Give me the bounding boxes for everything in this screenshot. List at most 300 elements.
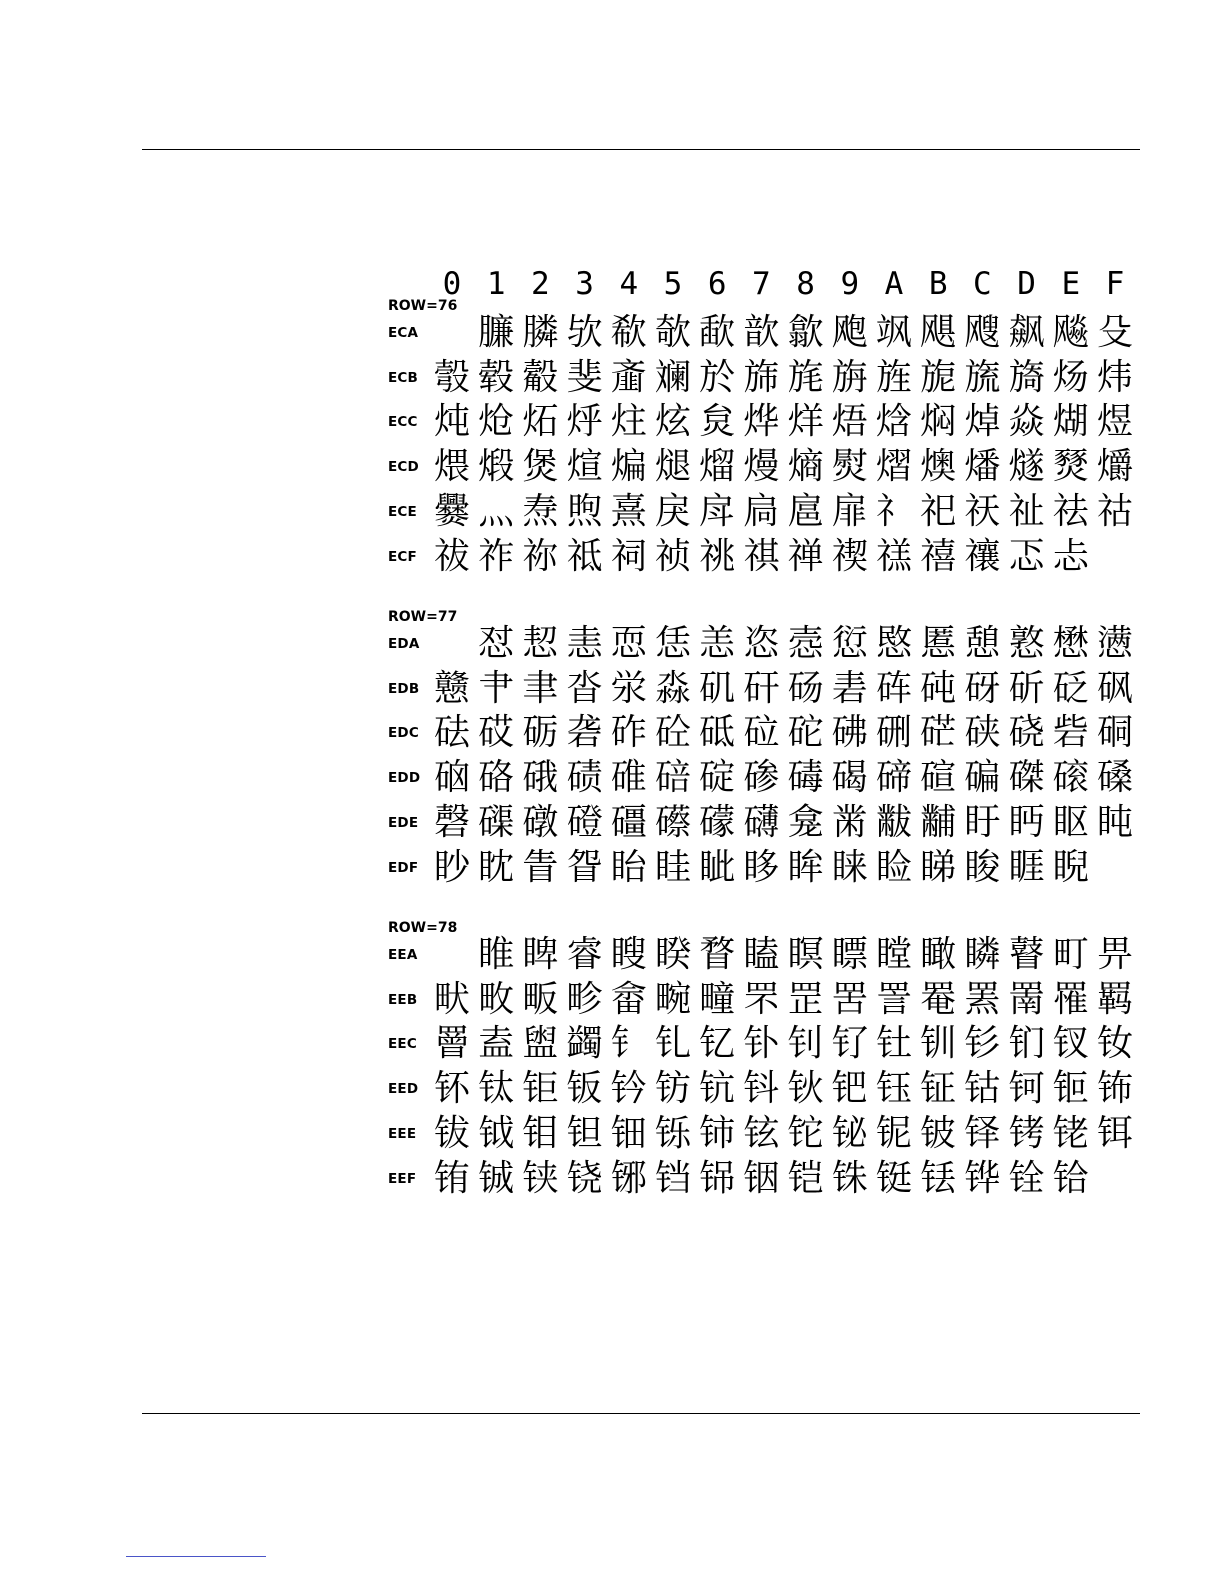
glyph-cell: 毂: [478, 356, 515, 398]
glyph-cell: 歆: [743, 312, 780, 353]
glyph-cell: 砗: [875, 667, 912, 709]
glyph-cell: 禅: [787, 535, 824, 577]
glyph-cell: 飑: [831, 312, 868, 353]
glyph-cell: 沓: [566, 667, 603, 709]
column-header: C: [973, 266, 992, 302]
glyph-cell: 眭: [654, 846, 691, 888]
glyph-cell: 飕: [964, 312, 1001, 353]
glyph-cell: 罡: [787, 978, 824, 1020]
glyph-cell: 黼: [920, 801, 957, 843]
glyph-cell: 钶: [1008, 1068, 1045, 1110]
glyph-cell: 眸: [787, 846, 824, 888]
glyph-cell: 煅: [478, 446, 515, 488]
footer-rule: [142, 1413, 1140, 1414]
row-code-label: EEF: [388, 1170, 417, 1187]
glyph-cell: 铎: [964, 1112, 1001, 1154]
glyph-cell: 铤: [875, 1157, 912, 1199]
glyph-cell: 淼: [654, 667, 691, 709]
glyph-cell: [1093, 1157, 1137, 1201]
glyph-cell: 祧: [699, 535, 736, 577]
glyph-cell: 睚: [1008, 846, 1045, 888]
glyph-cell: 祢: [522, 535, 559, 577]
glyph-cell: 盹: [1096, 801, 1133, 843]
glyph-cell: 於: [699, 356, 736, 398]
glyph-cell: 飒: [875, 312, 912, 353]
glyph-cell: 觳: [522, 356, 559, 398]
glyph-cell: 铪: [1052, 1157, 1089, 1199]
glyph-cell: 煊: [566, 446, 603, 488]
glyph-cell: 钐: [964, 1023, 1001, 1065]
glyph-cell: 旆: [743, 356, 780, 398]
glyph-cell: 祓: [433, 535, 470, 577]
glyph-cell: 瞵: [964, 934, 1001, 975]
glyph-cell: 睐: [831, 846, 868, 888]
glyph-cell: 硎: [875, 712, 912, 754]
glyph-cell: 畈: [522, 978, 559, 1020]
glyph-cell: 钜: [522, 1068, 559, 1110]
glyph-cell: 殳: [1096, 312, 1133, 353]
glyph-cell: 禧: [920, 535, 957, 577]
row-code-label: ECD: [388, 459, 419, 476]
row-code-label: EEB: [388, 991, 418, 1008]
glyph-cell: 砝: [433, 712, 470, 754]
glyph-cell: 煳: [1052, 401, 1089, 443]
glyph-cell: 磔: [1008, 757, 1045, 799]
glyph-cell: [430, 622, 474, 666]
glyph-cell: 睥: [522, 934, 559, 975]
glyph-cell: 憝: [1008, 623, 1045, 664]
glyph-cell: 铙: [566, 1157, 603, 1199]
glyph-cell: 爨: [433, 490, 470, 532]
glyph-cell: 焘: [522, 490, 559, 532]
glyph-cell: [1093, 535, 1137, 579]
glyph-cell: 飓: [920, 312, 957, 353]
glyph-cell: 瞑: [787, 934, 824, 975]
glyph-cell: 砑: [964, 667, 1001, 709]
glyph-cell: 町: [1052, 934, 1089, 975]
glyph-cell: 旃: [831, 356, 868, 398]
glyph-cell: 钬: [787, 1068, 824, 1110]
glyph-cell: 爝: [1096, 446, 1133, 488]
row-code-label: EDD: [388, 770, 421, 787]
glyph-cell: 砭: [1052, 667, 1089, 709]
glyph-cell: 砼: [654, 712, 691, 754]
glyph-cell: 熵: [787, 446, 824, 488]
glyph-cell: 盱: [964, 801, 1001, 843]
glyph-cell: 燹: [1052, 446, 1089, 488]
row-code-label: ECC: [388, 414, 418, 431]
block-label: ROW=76: [388, 298, 458, 314]
glyph-cell: 畛: [566, 978, 603, 1020]
row-code-label: ECB: [388, 369, 419, 386]
glyph-cell: 肀: [478, 667, 515, 709]
glyph-cell: 钏: [920, 1023, 957, 1065]
glyph-cell: 硌: [478, 757, 515, 799]
glyph-cell: 眙: [610, 846, 647, 888]
glyph-cell: 铌: [875, 1112, 912, 1154]
glyph-cell: 罱: [1008, 978, 1045, 1020]
glyph-cell: 钽: [566, 1112, 603, 1154]
glyph-cell: 磲: [478, 801, 515, 843]
glyph-cell: 旌: [875, 356, 912, 398]
glyph-cell: 砥: [699, 712, 736, 754]
glyph-cell: 戆: [433, 667, 470, 709]
glyph-cell: 碛: [566, 757, 603, 799]
glyph-cell: 铍: [920, 1112, 957, 1154]
glyph-cell: 蠲: [566, 1023, 603, 1065]
glyph-cell: 铕: [433, 1157, 470, 1199]
glyph-cell: 罾: [433, 1023, 470, 1065]
glyph-cell: 砩: [831, 712, 868, 754]
glyph-cell: 旄: [787, 356, 824, 398]
glyph-cell: 铗: [522, 1157, 559, 1199]
glyph-cell: 铘: [610, 1157, 647, 1199]
column-header: 1: [486, 266, 506, 302]
glyph-cell: 炱: [699, 401, 736, 443]
glyph-cell: 碣: [831, 757, 868, 799]
glyph-cell: 钺: [478, 1112, 515, 1154]
glyph-cell: 硇: [433, 757, 470, 799]
glyph-cell: 炖: [433, 401, 470, 443]
glyph-cell: 憩: [964, 623, 1001, 664]
glyph-cell: 砉: [831, 667, 868, 709]
glyph-cell: 忐: [1052, 535, 1089, 577]
glyph-cell: 齑: [610, 356, 647, 398]
glyph-cell: 祚: [478, 535, 515, 577]
glyph-cell: 斓: [654, 356, 691, 398]
glyph-cell: 钪: [699, 1068, 736, 1110]
glyph-cell: 铑: [1052, 1112, 1089, 1154]
row-code-label: ECF: [388, 548, 417, 565]
glyph-cell: 砀: [787, 667, 824, 709]
glyph-cell: 眢: [566, 846, 603, 888]
glyph-cell: 钌: [831, 1023, 868, 1065]
glyph-cell: 钷: [1052, 1068, 1089, 1110]
glyph-cell: 焖: [920, 401, 957, 443]
glyph-cell: 熘: [699, 446, 736, 488]
glyph-cell: 钭: [743, 1068, 780, 1110]
glyph-cell: 瞠: [875, 934, 912, 975]
glyph-cell: 碇: [699, 757, 736, 799]
glyph-cell: 畎: [433, 978, 470, 1020]
glyph-cell: 铠: [787, 1157, 824, 1199]
glyph-cell: 悫: [787, 623, 824, 664]
glyph-cell: [1093, 846, 1137, 890]
glyph-cell: 眈: [478, 846, 515, 888]
column-header: 3: [575, 266, 594, 302]
glyph-cell: 祗: [566, 535, 603, 577]
glyph-cell: 铨: [1008, 1157, 1045, 1199]
glyph-cell: 扈: [787, 490, 824, 532]
glyph-cell: 罟: [831, 978, 868, 1020]
glyph-cell: 戾: [654, 490, 691, 532]
glyph-cell: 铧: [964, 1157, 1001, 1199]
row-code-label: EEA: [388, 947, 418, 963]
glyph-cell: 詈: [875, 978, 912, 1020]
glyph-cell: 旒: [964, 356, 1001, 398]
glyph-cell: 钍: [875, 1023, 912, 1065]
glyph-cell: 钫: [654, 1068, 691, 1110]
glyph-cell: 矶: [699, 667, 736, 709]
glyph-cell: 燔: [964, 446, 1001, 488]
glyph-cell: 铞: [699, 1157, 736, 1199]
glyph-cell: 钤: [610, 1068, 647, 1110]
glyph-cell: 钅: [610, 1023, 647, 1065]
glyph-cell: 炻: [522, 401, 559, 443]
glyph-cell: 钗: [1052, 1023, 1089, 1065]
glyph-cell: 羁: [1096, 978, 1133, 1020]
row-code-label: EDB: [388, 680, 420, 697]
glyph-cell: 钊: [787, 1023, 824, 1065]
block-label: ROW=78: [388, 920, 458, 936]
glyph-cell: 煜: [1096, 401, 1133, 443]
glyph-cell: 瞍: [610, 934, 647, 975]
glyph-cell: 恝: [522, 623, 559, 664]
glyph-cell: 煺: [654, 446, 691, 488]
glyph-cell: 祺: [743, 535, 780, 577]
glyph-cell: 睢: [478, 934, 515, 975]
glyph-cell: 睑: [875, 846, 912, 888]
glyph-cell: 飙: [1008, 312, 1045, 353]
glyph-cell: 砹: [478, 712, 515, 754]
glyph-cell: 盍: [478, 1023, 515, 1065]
glyph-cell: 砟: [610, 712, 647, 754]
glyph-cell: 懋: [1052, 623, 1089, 664]
glyph-cell: 砜: [1096, 667, 1133, 709]
glyph-cell: 眵: [743, 846, 780, 888]
glyph-cell: 祀: [920, 490, 957, 532]
glyph-cell: 钣: [566, 1068, 603, 1110]
column-header: A: [884, 266, 904, 302]
glyph-cell: 砺: [522, 712, 559, 754]
glyph-cell: 钚: [433, 1068, 470, 1110]
glyph-cell: 眇: [433, 846, 470, 888]
row-code-label: ECE: [388, 503, 417, 520]
glyph-cell: 斫: [1008, 667, 1045, 709]
glyph-cell: 祯: [654, 535, 691, 577]
column-header: B: [928, 266, 948, 302]
glyph-cell: 烨: [743, 401, 780, 443]
glyph-cell: 焱: [1008, 401, 1045, 443]
glyph-cell: 碲: [875, 757, 912, 799]
glyph-cell: 扃: [743, 490, 780, 532]
glyph-cell: 睽: [654, 934, 691, 975]
glyph-cell: 钆: [654, 1023, 691, 1065]
glyph-cell: 禳: [964, 535, 1001, 577]
column-header: 4: [619, 266, 639, 302]
glyph-cell: 钿: [610, 1112, 647, 1154]
glyph-cell: 砦: [1052, 712, 1089, 754]
glyph-cell: 礻: [875, 490, 912, 532]
glyph-cell: 碹: [920, 757, 957, 799]
glyph-cell: 铒: [1096, 1112, 1133, 1154]
block-label: ROW=77: [388, 609, 458, 625]
row-code-label: EEE: [388, 1125, 417, 1142]
glyph-cell: 彀: [433, 356, 470, 398]
glyph-cell: 铥: [920, 1157, 957, 1199]
glyph-cell: 禚: [875, 535, 912, 577]
glyph-cell: 龛: [787, 801, 824, 843]
glyph-cell: 怼: [478, 623, 515, 664]
glyph-cell: 砘: [920, 667, 957, 709]
glyph-cell: 礞: [699, 801, 736, 843]
glyph-cell: 焐: [831, 401, 868, 443]
glyph-cell: 钕: [1096, 1023, 1133, 1065]
glyph-cell: 睃: [964, 846, 1001, 888]
glyph-cell: 眍: [1052, 801, 1089, 843]
glyph-cell: 瞀: [699, 934, 736, 975]
glyph-cell: 欤: [566, 312, 603, 353]
glyph-cell: 焓: [875, 401, 912, 443]
glyph-cell: 眚: [522, 846, 559, 888]
glyph-cell: 铖: [478, 1157, 515, 1199]
column-header: F: [1105, 266, 1125, 302]
glyph-cell: 祠: [610, 535, 647, 577]
glyph-cell: 硖: [964, 712, 1001, 754]
glyph-cell: 钋: [743, 1023, 780, 1065]
glyph-cell: 焯: [964, 401, 1001, 443]
column-header: 8: [796, 266, 815, 302]
glyph-cell: 扉: [831, 490, 868, 532]
glyph-cell: 钴: [964, 1068, 1001, 1110]
glyph-cell: 罘: [743, 978, 780, 1020]
glyph-cell: 盥: [522, 1023, 559, 1065]
column-header: E: [1061, 266, 1081, 302]
column-header: 0: [442, 266, 462, 302]
glyph-cell: 畲: [610, 978, 647, 1020]
glyph-cell: 罴: [964, 978, 1001, 1020]
glyph-cell: 恣: [743, 623, 780, 664]
glyph-cell: 铈: [699, 1112, 736, 1154]
glyph-cell: 磉: [1096, 757, 1133, 799]
glyph-cell: 歃: [699, 312, 736, 353]
glyph-cell: 畋: [478, 978, 515, 1020]
glyph-cell: 炝: [478, 401, 515, 443]
glyph-cell: 钇: [699, 1023, 736, 1065]
glyph-cell: 睨: [1052, 846, 1089, 888]
glyph-cell: 矸: [743, 667, 780, 709]
row-code-label: ECA: [388, 325, 419, 341]
glyph-cell: 睇: [920, 846, 957, 888]
glyph-cell: 旖: [1008, 356, 1045, 398]
row-code-label: EDC: [388, 725, 419, 742]
glyph-cell: 铟: [743, 1157, 780, 1199]
glyph-cell: 烊: [787, 401, 824, 443]
glyph-cell: 膦: [522, 312, 559, 353]
column-header: D: [1017, 266, 1036, 302]
glyph-cell: 煨: [433, 446, 470, 488]
column-header: 9: [840, 266, 860, 302]
glyph-cell: 罨: [920, 978, 957, 1020]
column-header: 5: [663, 266, 683, 302]
glyph-cell: 瞟: [831, 934, 868, 975]
glyph-cell: 炫: [654, 401, 691, 443]
glyph-cell: 礤: [654, 801, 691, 843]
row-code-label: EED: [388, 1081, 419, 1098]
glyph-cell: 祜: [1096, 490, 1133, 532]
glyph-cell: [430, 933, 474, 977]
glyph-cell: 罹: [1052, 978, 1089, 1020]
glyph-cell: 恁: [654, 623, 691, 664]
glyph-cell: 忑: [1008, 535, 1045, 577]
row-code-label: EDE: [388, 814, 419, 831]
glyph-cell: 飚: [1052, 312, 1089, 353]
glyph-cell: 磴: [566, 801, 603, 843]
glyph-cell: 熹: [610, 490, 647, 532]
glyph-cell: 硐: [1096, 712, 1133, 754]
column-header: 2: [531, 266, 550, 302]
glyph-cell: 碡: [787, 757, 824, 799]
glyph-cell: 煦: [566, 490, 603, 532]
row-code-label: EDF: [388, 859, 419, 876]
glyph-cell: 礴: [743, 801, 780, 843]
glyph-cell: 愆: [831, 623, 868, 664]
glyph-cell: 硗: [1008, 712, 1045, 754]
glyph-cell: 铛: [654, 1157, 691, 1199]
glyph-cell: 铉: [743, 1112, 780, 1154]
glyph-cell: 煲: [522, 446, 559, 488]
glyph-cell: 燠: [920, 446, 957, 488]
glyph-cell: 泶: [610, 667, 647, 709]
glyph-cell: 碚: [654, 757, 691, 799]
glyph-cell: 畀: [1096, 934, 1133, 975]
glyph-cell: 瞽: [1008, 934, 1045, 975]
glyph-cell: 欹: [654, 312, 691, 353]
column-header: 6: [707, 266, 727, 302]
glyph-cell: 恚: [566, 623, 603, 664]
glyph-cell: 黻: [875, 801, 912, 843]
glyph-cell: 钲: [920, 1068, 957, 1110]
glyph-cell: 熨: [831, 446, 868, 488]
glyph-cell: 歙: [787, 312, 824, 353]
glyph-cell: 碓: [610, 757, 647, 799]
glyph-cell: 烀: [566, 401, 603, 443]
glyph-cell: 臁: [478, 312, 515, 353]
glyph-cell: 畹: [654, 978, 691, 1020]
glyph-cell: 钼: [522, 1112, 559, 1154]
glyph-cell: 瞌: [743, 934, 780, 975]
glyph-cell: 眦: [699, 846, 736, 888]
column-header: 7: [752, 266, 771, 302]
glyph-cell: 硭: [920, 712, 957, 754]
glyph-cell: 钛: [478, 1068, 515, 1110]
glyph-cell: 炀: [1052, 356, 1089, 398]
glyph-cell: 熳: [743, 446, 780, 488]
glyph-cell: 砻: [566, 712, 603, 754]
glyph-cell: 祉: [1008, 490, 1045, 532]
glyph-cell: 恙: [699, 623, 736, 664]
glyph-cell: 铊: [787, 1112, 824, 1154]
glyph-cell: 铐: [1008, 1112, 1045, 1154]
glyph-cell: 钔: [1008, 1023, 1045, 1065]
glyph-cell: 眄: [1008, 801, 1045, 843]
glyph-cell: 砬: [743, 712, 780, 754]
glyph-cell: 钹: [433, 1112, 470, 1154]
glyph-cell: 钯: [831, 1068, 868, 1110]
glyph-cell: 祆: [964, 490, 1001, 532]
glyph-cell: 碜: [743, 757, 780, 799]
glyph-cell: 炷: [610, 401, 647, 443]
glyph-cell: 恧: [610, 623, 647, 664]
glyph-cell: 懑: [1096, 623, 1133, 664]
row-code-label: EEC: [388, 1036, 417, 1053]
glyph-cell: 欷: [610, 312, 647, 353]
glyph-cell: 礅: [522, 801, 559, 843]
glyph-cell: 硪: [522, 757, 559, 799]
glyph-cell: 旎: [920, 356, 957, 398]
glyph-cell: 聿: [522, 667, 559, 709]
glyph-cell: 禊: [831, 535, 868, 577]
